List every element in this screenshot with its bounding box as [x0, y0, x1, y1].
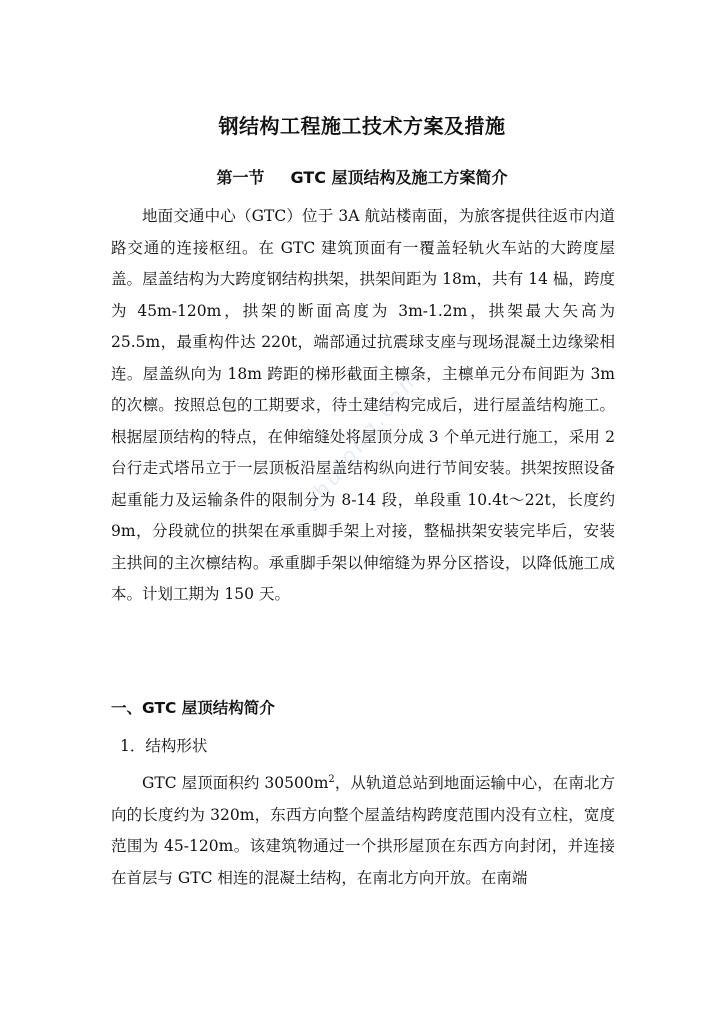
subsection-heading: 一、GTC 屋顶结构简介: [111, 699, 275, 717]
structure-paragraph-block: [111, 768, 615, 894]
section-number: 第一节: [216, 168, 265, 187]
para2-text-end: ，从轨道总站到地面运输中心，在南北方向的长度约为 320m，东西方向整个屋盖结构跨度范围内没有立柱，宽度范围为 45-120m。该建筑物通过一个拱形屋顶在东西方向封闭，并连接在首层与 GTC 相连的混凝土结构，在南北方向开放。在南端: [111, 774, 615, 887]
watermark: zhulong.com: [300, 362, 427, 516]
section-title: GTC 屋顶结构及施工方案简介: [290, 168, 508, 187]
area-superscript: 2: [328, 773, 335, 785]
para2-text-start: GTC 屋顶面积约 30500m: [142, 774, 329, 792]
section-heading: [0, 165, 724, 188]
intro-paragraph: 地面交通中心（GTC）位于 3A 航站楼南面，为旅客提供往返市内道路交通的连接枢纽。在 GTC 建筑顶面有一覆盖轻轨火车站的大跨度屋盖。屋盖结构为大跨度钢结构拱架，拱架间距为 18m，共有 14 榀，跨度为 45m-120m，拱架的断面高度为 3m-1.2m，拱架最大矢高为 25.5m，最重构件达 220t，端部通过抗震球支座与现场混凝土边缘梁相连。屋盖纵向为 18m 跨距的梯形截面主檩条，主檩单元分布间距为 3m 的次檩。按照总包的工期要求，待土建结构完成后，进行屋盖结构施工。根据屋顶结构的特点，在伸缩缝处将屋顶分成 3 个单元进行施工，采用 2 台行走式塔吊立于一层顶板沿屋盖结构纵向进行节间安装。拱架按照设备起重能力及运输条件的限制分为 8-14 段，单段重 10.4t～22t，长度约 9m，分段就位的拱架在承重脚手架上对接，整榀拱架安装完毕后，安装主拱间的主次檩结构。承重脚手架以伸缩缝为界分区搭设，以降低施工成本。计划工期为 150 天。: [111, 207, 615, 603]
document-title: 钢结构工程施工技术方案及措施: [218, 114, 506, 138]
intro-paragraph-block: [111, 201, 615, 611]
subsubsection-heading: 1．结构形状: [120, 737, 208, 755]
structure-paragraph: [111, 768, 615, 894]
